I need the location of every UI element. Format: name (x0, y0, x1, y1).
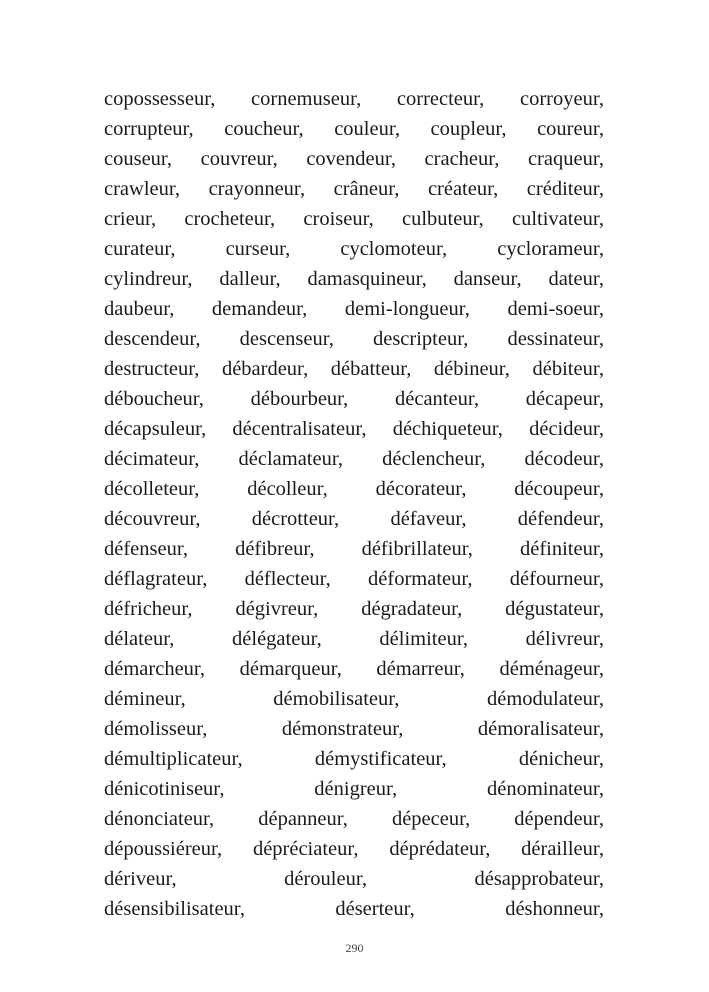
word: cylindreur, (104, 268, 193, 290)
word: coupleur, (430, 118, 507, 140)
word: dénominateur, (486, 778, 604, 800)
word: danseur, (453, 268, 522, 290)
word: déflagrateur, (104, 568, 208, 590)
text-line (104, 384, 604, 414)
word: destructeur, (104, 358, 200, 380)
word: crâneur, (333, 178, 400, 200)
word: demi-soeur, (507, 298, 604, 320)
word: décodeur, (524, 448, 604, 470)
word: décrotteur, (251, 508, 340, 530)
word: déclamateur, (238, 448, 343, 470)
word: déshonneur, (505, 898, 604, 920)
word: découpeur, (514, 478, 604, 500)
text-line (104, 114, 604, 144)
text-line (104, 534, 604, 564)
word: démineur, (104, 688, 186, 710)
word: correcteur, (396, 88, 485, 110)
word: délégateur, (232, 628, 322, 650)
text-line (104, 564, 604, 594)
word: déboucheur, (104, 388, 204, 410)
text-line (104, 654, 604, 684)
word: damasquineur, (307, 268, 427, 290)
word: délivreur, (525, 628, 604, 650)
word: démobilisateur, (273, 688, 400, 710)
text-line (104, 324, 604, 354)
word: démarqueur, (239, 658, 342, 680)
word: curseur, (225, 238, 291, 260)
word: dégustateur, (505, 598, 604, 620)
text-line (104, 684, 604, 714)
word: daubeur, (104, 298, 175, 320)
word: défibreur, (235, 538, 315, 560)
word: couleur, (334, 118, 400, 140)
text-line (104, 594, 604, 624)
word: définiteur, (519, 538, 604, 560)
text-line (104, 804, 604, 834)
word: curateur, (104, 238, 176, 260)
word: décimateur, (104, 448, 200, 470)
text-line (104, 444, 604, 474)
word: démoralisateur, (477, 718, 604, 740)
word: défibrillateur, (361, 538, 473, 560)
word: dépeceur, (391, 808, 471, 830)
text-line (104, 504, 604, 534)
word: décanteur, (395, 388, 479, 410)
word: dénicotiniseur, (104, 778, 225, 800)
word: désensibilisateur, (104, 898, 245, 920)
text-line (104, 714, 604, 744)
word: copossesseur, (104, 88, 216, 110)
text-line (104, 474, 604, 504)
word: demandeur, (211, 298, 308, 320)
word: décorateur, (375, 478, 467, 500)
word: démultiplicateur, (104, 748, 243, 770)
word: culbuteur, (402, 208, 484, 230)
word: dépendeur, (514, 808, 604, 830)
word: descenseur, (239, 328, 334, 350)
word: décolleteur, (104, 478, 200, 500)
text-line (104, 294, 604, 324)
text-line (104, 354, 604, 384)
word: délimiteur, (379, 628, 468, 650)
word: déménageur, (499, 658, 604, 680)
word: demi-longueur, (344, 298, 470, 320)
word: crocheteur, (184, 208, 276, 230)
text-line (104, 414, 604, 444)
word: défricheur, (104, 598, 193, 620)
word: désapprobateur, (474, 868, 604, 890)
word: démonstrateur, (281, 718, 404, 740)
word: défaveur, (390, 508, 467, 530)
text-line (104, 264, 604, 294)
text-line (104, 144, 604, 174)
word: coureur, (537, 118, 604, 140)
word: débourbeur, (250, 388, 349, 410)
word: déflecteur, (244, 568, 331, 590)
text-line (104, 744, 604, 774)
word: démarreur, (376, 658, 465, 680)
word: démystificateur, (314, 748, 447, 770)
word: dériveur, (104, 868, 177, 890)
word: décentralisateur, (232, 418, 367, 440)
text-line (104, 234, 604, 264)
word: cyclomoteur, (340, 238, 448, 260)
word: descripteur, (372, 328, 469, 350)
page-number: 290 (345, 941, 364, 955)
word: cultivateur, (512, 208, 604, 230)
text-line (104, 894, 604, 924)
word: craqueur, (527, 148, 604, 170)
word: dérouleur, (284, 868, 367, 890)
word: délateur, (104, 628, 175, 650)
word: croiseur, (303, 208, 374, 230)
word: découvreur, (104, 508, 201, 530)
word: dessinateur, (507, 328, 604, 350)
word: dégradateur, (361, 598, 463, 620)
text-line (104, 174, 604, 204)
word: covendeur, (306, 148, 396, 170)
word: débineur, (433, 358, 510, 380)
word: dépoussiéreur, (104, 838, 223, 860)
word: dépréciateur, (252, 838, 359, 860)
word: défourneur, (509, 568, 604, 590)
text-line (104, 204, 604, 234)
word: dateur, (548, 268, 604, 290)
word: descendeur, (104, 328, 201, 350)
word: déchiqueteur, (392, 418, 503, 440)
word: décolleur, (247, 478, 328, 500)
word: défenseur, (104, 538, 188, 560)
word: défendeur, (517, 508, 604, 530)
word: déformateur, (368, 568, 473, 590)
word: dénonciateur, (104, 808, 215, 830)
word: créditeur, (526, 178, 604, 200)
word: démolisseur, (104, 718, 208, 740)
word: débiteur, (532, 358, 604, 380)
word: dégivreur, (235, 598, 319, 620)
word: crayonneur, (208, 178, 306, 200)
word: décapeur, (525, 388, 604, 410)
word: dérailleur, (521, 838, 604, 860)
word: décideur, (529, 418, 604, 440)
word: dalleur, (219, 268, 281, 290)
text-line (104, 774, 604, 804)
word: démodulateur, (486, 688, 604, 710)
word: crieur, (104, 208, 157, 230)
word: débardeur, (221, 358, 309, 380)
word: coucheur, (224, 118, 304, 140)
word: cracheur, (424, 148, 500, 170)
word: cyclorameur, (497, 238, 604, 260)
text-line (104, 624, 604, 654)
word: cornemuseur, (251, 88, 362, 110)
word: débatteur, (330, 358, 412, 380)
word: déclencheur, (382, 448, 486, 470)
word: dépanneur, (258, 808, 348, 830)
text-line (104, 834, 604, 864)
word: créateur, (427, 178, 499, 200)
word: déserteur, (335, 898, 415, 920)
word: décapsuleur, (104, 418, 207, 440)
word: couvreur, (200, 148, 278, 170)
word-list-text (104, 84, 604, 924)
text-line (104, 84, 604, 114)
word: dénicheur, (518, 748, 604, 770)
word: corroyeur, (519, 88, 604, 110)
word: démarcheur, (104, 658, 206, 680)
word: corrupteur, (104, 118, 194, 140)
word: crawleur, (104, 178, 181, 200)
word: couseur, (104, 148, 173, 170)
word: déprédateur, (389, 838, 491, 860)
word: dénigreur, (314, 778, 398, 800)
text-line (104, 864, 604, 894)
